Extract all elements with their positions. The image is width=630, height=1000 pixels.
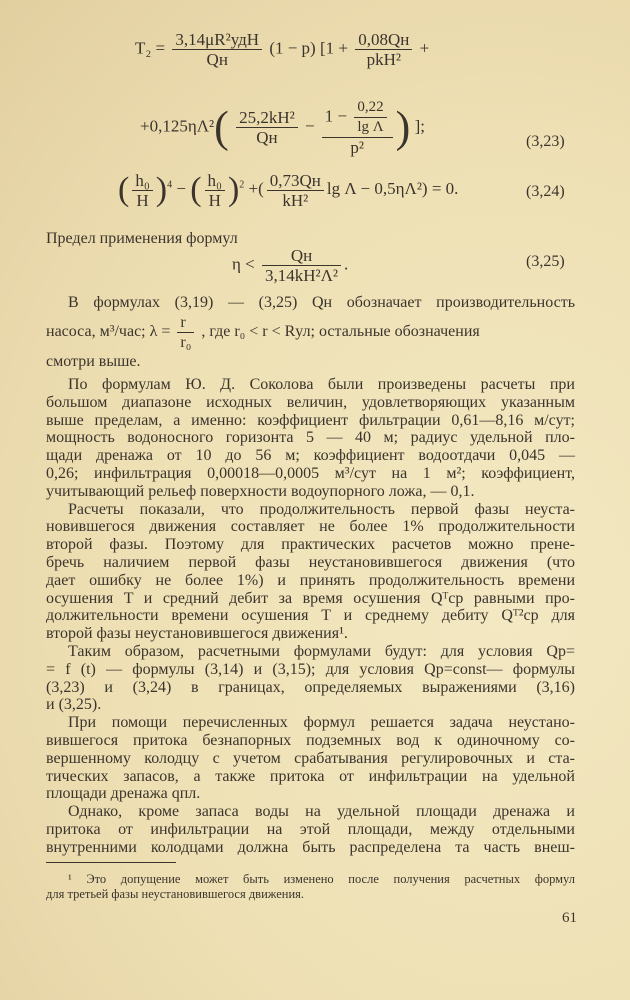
eq-lhs: T₂ = bbox=[135, 38, 166, 58]
text-line: тических запасов, а также притока от инфильтрации на удельной bbox=[46, 767, 575, 785]
paragraph-1 bbox=[46, 292, 575, 372]
equation-number: (3,24) bbox=[526, 183, 565, 200]
eq-lhs: η < bbox=[232, 254, 255, 274]
exponent: 2 bbox=[239, 179, 245, 191]
text-line: дает ошибку не более 1%) и принять продолжительность времени bbox=[46, 571, 575, 589]
eq-term: +0,125ηΛ² bbox=[140, 116, 215, 136]
denominator: Qн bbox=[206, 50, 228, 69]
text-line: При помощи перечисленных формул решается задача неустано- bbox=[68, 714, 575, 732]
num-lead: 1 − bbox=[324, 106, 348, 126]
body-text bbox=[46, 376, 575, 857]
text-line: новившегося движения составляет не более 1% продолжительности bbox=[46, 518, 575, 536]
text-line: Однако, кроме запаса воды на удельной площади дренажа и bbox=[68, 803, 575, 821]
equation-3-25 bbox=[232, 246, 348, 285]
footnote bbox=[46, 872, 575, 902]
paragraph bbox=[46, 376, 575, 501]
text-line: большом диапазоне исходных величин, удовлетворяющих указанным bbox=[46, 393, 575, 411]
equation-number: (3,23) bbox=[526, 133, 565, 150]
denominator: 3,14kH²Λ² bbox=[264, 266, 339, 285]
text-line: должительности времени осушения T и среднему дебиту Qᵀ²ср для bbox=[46, 607, 575, 625]
denominator: Qн bbox=[256, 128, 278, 147]
numerator: 0,73Qн bbox=[267, 171, 324, 191]
inner-denominator: lg Λ bbox=[357, 119, 384, 135]
fraction bbox=[355, 30, 412, 69]
fraction bbox=[205, 171, 225, 210]
text-line: смотри выше. bbox=[46, 353, 141, 370]
numerator: h₀ bbox=[132, 171, 152, 191]
numerator bbox=[322, 98, 393, 138]
eq-operator: + bbox=[419, 38, 430, 58]
text-line: притока от инфильтрации на этой площади, между отдельными bbox=[46, 820, 575, 838]
fraction bbox=[132, 171, 152, 210]
text-line: Расчеты показали, что продолжительность первой фазы неуста- bbox=[68, 500, 575, 518]
paragraph bbox=[46, 803, 575, 856]
equation-3-24: ( $\frac{\text{h₀}}{H}$ )$^4$ − ( $\frac{\text{h₀}}{H}$ )$^2$ +( $\frac{0,73Qн}{\text{kH²}}$ lg Λ − 0,5ηΛ²) = 0. bbox=[118, 170, 459, 210]
text-line: вившегося притока безнапорных подземных вод к одиночному со- bbox=[46, 731, 575, 749]
eq-close: ]; bbox=[414, 116, 425, 136]
numerator: 25,2kH² bbox=[236, 108, 298, 128]
text-line: бречь наличием первой фазы неустановившегося движения (что bbox=[46, 553, 575, 571]
footnote-line: для третьей фазы неустановившегося движения. bbox=[46, 887, 305, 901]
text-line: второй фазы. Поэтому для практических расчетов можно прене- bbox=[46, 536, 575, 554]
denominator: kH² bbox=[282, 190, 309, 210]
limit-intro: Предел применения формул bbox=[46, 230, 238, 247]
text-line: По формулам Ю. Д. Соколова были произведены расчеты при bbox=[68, 376, 575, 393]
eq-tail: lg Λ − 0,5ηΛ²) = 0. bbox=[326, 178, 459, 198]
footnote-line: ¹ Это допущение может быть изменено после получения расчетных формул bbox=[68, 872, 575, 886]
text-line: учитывающий рельеф поверхности водоупорного ложа, — 0,1. bbox=[46, 482, 475, 500]
numerator: Qн bbox=[262, 246, 341, 266]
numerator: r bbox=[177, 313, 194, 333]
equation-3-23-line2: +0,125ηΛ²( $\frac{\text{25,2kH²}}{Qн}$ − 1 − $\frac{0,22}{\text{lg Λ}}$ p² ) ]; bbox=[140, 99, 425, 157]
fraction bbox=[322, 98, 393, 157]
text-line bbox=[46, 313, 575, 351]
equation-number: (3,25) bbox=[526, 253, 565, 270]
denominator: H bbox=[208, 190, 221, 210]
eq-operator: − bbox=[304, 116, 315, 136]
denominator: p² bbox=[350, 138, 365, 157]
denominator: H bbox=[136, 190, 149, 210]
text-line: вершенному колодцу с учетом срабатывания регулировочных и ста- bbox=[46, 749, 575, 767]
text-line: второй фазы неустановившегося движения¹. bbox=[46, 625, 348, 643]
paragraph bbox=[46, 643, 575, 714]
eq-factor: (1 − p) bbox=[269, 38, 316, 58]
page-number: 61 bbox=[562, 910, 577, 926]
text: , где r₀ < r < Rул; остальные обозначения bbox=[201, 323, 480, 341]
text-line: 0,26; инфильтрация 0,00018—0,0005 м³/сут на 1 м²; коэффициент, bbox=[46, 464, 575, 482]
numerator: h₀ bbox=[205, 171, 225, 191]
text-line: В формулах (3,19) — (3,25) Qн обозначает производительность bbox=[68, 294, 575, 311]
numerator: 0,08Qн bbox=[355, 30, 412, 50]
inner-numerator: 0,22 bbox=[354, 98, 386, 118]
footnote-divider bbox=[46, 862, 176, 863]
text-line: выше пределам, а именно: коэффициент фильтрации 0,61—8,16 м/сут; bbox=[46, 411, 575, 429]
fraction bbox=[267, 171, 324, 210]
eq-dot: . bbox=[344, 254, 349, 274]
text-line: осушения T и средний дебит за время осушения Qᵀср равными про- bbox=[46, 589, 575, 607]
fraction bbox=[177, 313, 194, 352]
text-line: = f (t) — формулы (3,14) и (3,15); для условия Qр=const— формулы bbox=[46, 660, 575, 678]
eq-operator: +( bbox=[248, 178, 264, 198]
text: насоса, м³/час; λ = bbox=[46, 323, 171, 341]
text-line: внутренними колодцами должна быть распределена та часть внеш- bbox=[46, 838, 575, 856]
fraction bbox=[236, 108, 298, 147]
paragraph bbox=[46, 714, 575, 803]
eq-operator: − bbox=[176, 178, 186, 198]
eq-bracket: [1 + bbox=[319, 38, 348, 58]
text-line: площади дренажа qпл. bbox=[46, 785, 201, 803]
text-line: (3,23) и (3,24) в границах, определяемых выражениями (3,16) bbox=[46, 678, 575, 696]
fraction bbox=[172, 30, 262, 69]
exponent: 4 bbox=[167, 179, 173, 191]
fraction bbox=[262, 246, 341, 285]
denominator: pkH² bbox=[366, 50, 401, 69]
equation-3-23-line1 bbox=[135, 30, 429, 69]
denominator: r₀ bbox=[180, 334, 192, 351]
text-line: Таким образом, расчетными формулами будут: для условия Qр= bbox=[68, 642, 575, 660]
paragraph bbox=[46, 501, 575, 643]
numerator: 3,14μR²удH bbox=[172, 30, 262, 50]
text-line: мощность водоносного горизонта 5 — 40 м; радиус удельной пло- bbox=[46, 429, 575, 447]
text-line: и (3,25). bbox=[46, 696, 102, 714]
text-line: щади дренажа от 10 до 56 м; коэффициент водоотдачи 0,045 — bbox=[46, 447, 575, 465]
